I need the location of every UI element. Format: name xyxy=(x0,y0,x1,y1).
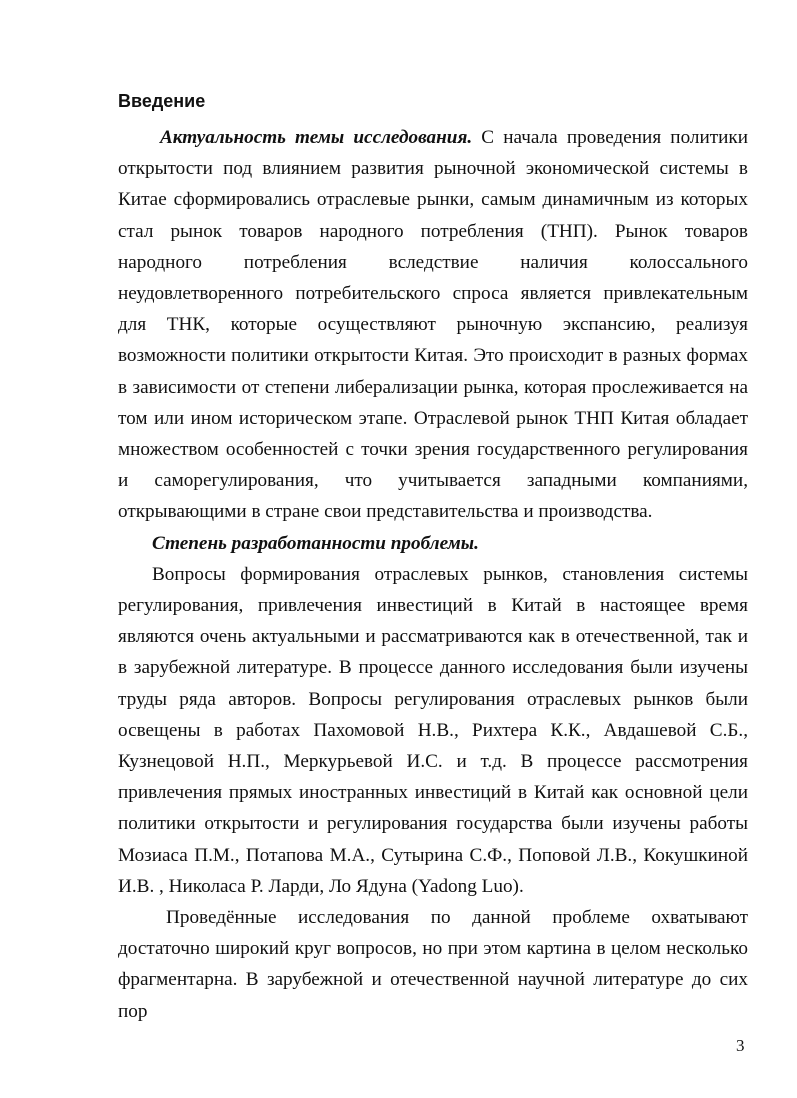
page-number: 3 xyxy=(736,1036,745,1055)
development-title: Степень разработанности проблемы. xyxy=(152,532,479,554)
development-paragraph-1: Вопросы формирования отраслевых рынков, становления системы регулирования, привлечения инвестиций в Китай в настоящее время являются очень актуальными и рассматриваются как в отечественной, так и в зарубежной литературе. В процессе данного исследования были изучены труды ряда авторов. Вопросы регулирования отраслевых рынков были освещены в работах Пахомовой Н.В., Рихтера К.К., Авдашевой С.Б., Кузнецовой Н.П., Меркурьевой И.С. и т.д. В процессе рассмотрения привлечения прямых иностранных инвестиций в Китай как основной цели политики открытости и регулирования государства были изучены работы Мозиаса П.М., Потапова М.А., Сутырина С.Ф., Поповой Л.В., Кокушкиной И.В. , Николаса Р. Ларди, Ло Ядуна (Yadong Luo). xyxy=(118,563,748,897)
relevance-paragraph xyxy=(118,122,748,528)
page-heading: Введение xyxy=(118,91,206,111)
body-text xyxy=(118,122,748,1027)
relevance-title: Актуальность темы исследования. xyxy=(160,127,473,148)
development-title-paragraph xyxy=(118,528,748,559)
relevance-body: С начала проведения политики открытости под влиянием развития рыночной экономической системы в Китае сформировались отраслевые рынки, самым динамичным из которых стал рынок товаров народного потребления (ТНП). Рынок товаров народного потребления вследствие наличия колоссального неудовлетворенного потребительского спроса является привлекательным для ТНК, которые осуществляют рыночную экспансию, реализуя возможности политики открытости Китая. Это происходит в разных формах в зависимости от степени либерализации рынка, которая прослеживается на том или ином историческом этапе. Отраслевой рынок ТНП Китая обладает множеством особенностей с точки зрения государственного регулирования и саморегулирования, что учитывается западными компаниями, открывающими в стране свои представительства и производства. xyxy=(118,127,748,523)
development-paragraph-2: Проведённые исследования по данной проблеме охватывают достаточно широкий круг вопросов, но при этом картина в целом несколько фрагментарна. В зарубежной и отечественной научной литературе до сих пор xyxy=(118,907,748,1022)
